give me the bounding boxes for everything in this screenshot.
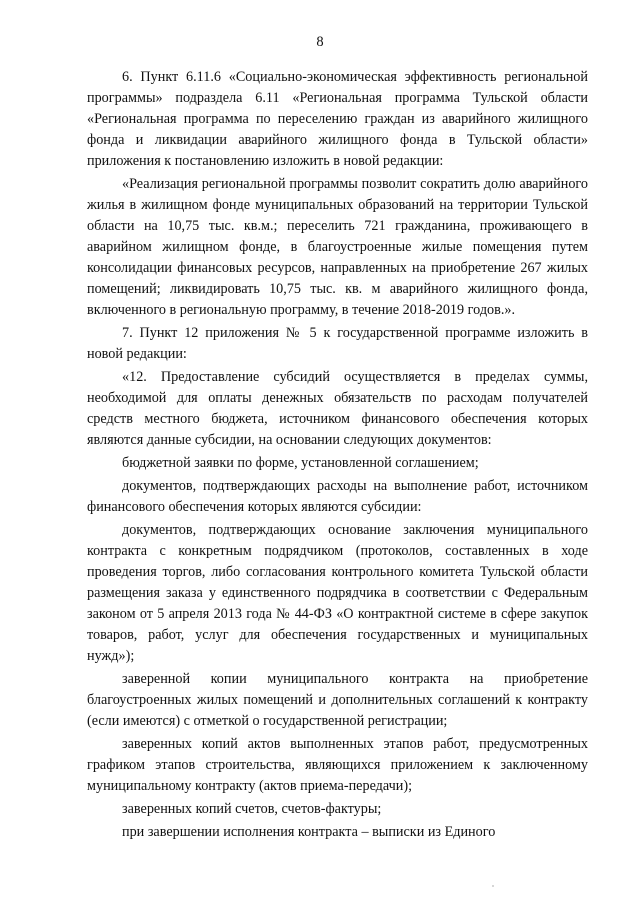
list-item-contract-basis: документов, подтверждающих основание заключения муниципального контракта с конкретным подрядчиком (протоколов, составленных в ходе проведения торгов, либо согласования контрольного комитета Тульской области размещения заказа у единственного подрядчика в соответствии с Федеральным законом от 5 апреля 2013 года № 44-ФЗ «О контрактной системе в сфере закупок товаров, работ, услуг для обеспечения государственных и муниципальных нужд»); (87, 522, 588, 664)
list-item-invoices: заверенных копий счетов, счетов-фактуры; (122, 801, 382, 817)
list-item-contract-copy: заверенной копии муниципального контракта на приобретение благоустроенных жилых помещений и дополнительных соглашений к контракту (если имеются) с отметкой о государственной регистрации; (87, 671, 588, 729)
list-item-budget-request: бюджетной заявки по форме, установленной соглашением; (122, 455, 479, 471)
page-number: 8 (316, 34, 324, 50)
paragraph-quote-program-effect: «Реализация региональной программы позволит сократить долю аварийного жилья в жилищном фонде муниципальных образований на территории Тульской области на 10,75 тыс. кв.м.; переселить 721 гражданина, проживающего в аварийном жилищном фонде, в благоустроенные жилые помещения путем консолидации финансовых ресурсов, направленных на приобретение 267 жилых помещений; ликвидировать 10,75 тыс. кв. м аварийного жилищного фонда, включенного в региональную программу, в течение 2018-2019 годов.». (87, 176, 588, 318)
paragraph-item-7: 7. Пункт 12 приложения № 5 к государственной программе изложить в новой редакции: (87, 325, 588, 362)
document-body (87, 67, 588, 843)
list-item-expense-documents: документов, подтверждающих расходы на выполнение работ, источником финансового обеспечения которых являются субсидии: (87, 478, 588, 515)
list-item-acts-copies: заверенных копий актов выполненных этапов работ, предусмотренных графиком этапов строительства, являющихся приложением к заключенному муниципальному контракту (актов приема-передачи); (87, 736, 588, 794)
scan-speck (492, 885, 494, 887)
paragraph-quote-subsidies: «12. Предоставление субсидий осуществляется в пределах суммы, необходимой для оплаты денежных обязательств по расходам получателей средств местного бюджета, источником финансового обеспечения которых являются данные субсидии, на основании следующих документов: (87, 369, 588, 448)
paragraph-item-6: 6. Пункт 6.11.6 «Социально-экономическая эффективность региональной программы» подраздела 6.11 «Региональная программа Тульской области «Региональная программа по переселению граждан из аварийного жилищного фонда и ликвидации аварийного жилищного фонда в Тульской области» приложения к постановлению изложить в новой редакции: (87, 69, 588, 169)
list-item-contract-completion: при завершении исполнения контракта – выписки из Единого (122, 824, 496, 840)
